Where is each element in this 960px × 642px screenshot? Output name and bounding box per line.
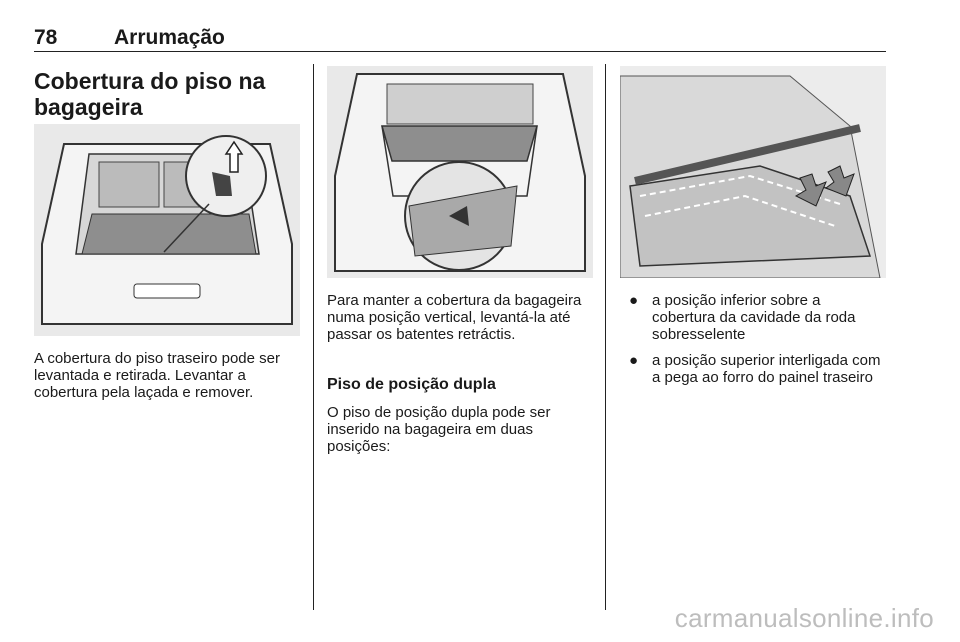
- figure-floor-cover-loop: [34, 124, 300, 336]
- col2-paragraph: Para manter a cobertura da bagageira numa posição vertical, levantá-la até passar os batentes retráctis.: [327, 292, 582, 343]
- position-list: [625, 292, 887, 395]
- header-rule: [34, 51, 886, 52]
- list-item-text: a posição superior interligada com a pega ao forro do painel traseiro: [652, 352, 881, 386]
- col2-subheading: Piso de posição dupla: [327, 376, 496, 393]
- column-divider-2: [605, 64, 606, 610]
- figure-cover-vertical: [327, 66, 593, 278]
- page-number: 78: [34, 26, 58, 49]
- list-item-text: a posição inferior sobre a cobertura da cavidade da roda sobresselente: [652, 292, 856, 343]
- section-title: Cobertura do piso na bagageira: [34, 68, 266, 120]
- col2-paragraph-2: O piso de posição dupla pode ser inserido na bagageira em duas posições:: [327, 404, 551, 455]
- figure-dual-position-floor: [620, 66, 886, 278]
- bullet-icon: ●: [629, 352, 639, 369]
- bullet-icon: ●: [629, 292, 639, 309]
- list-item: [625, 352, 887, 386]
- chapter-title: Arrumação: [114, 26, 225, 49]
- col1-paragraph: A cobertura do piso traseiro pode ser levantada e retirada. Levantar a cobertura pela laçada e remover.: [34, 350, 280, 401]
- column-divider-1: [313, 64, 314, 610]
- list-item: [625, 292, 887, 343]
- watermark: carmanualsonline.info: [674, 603, 934, 633]
